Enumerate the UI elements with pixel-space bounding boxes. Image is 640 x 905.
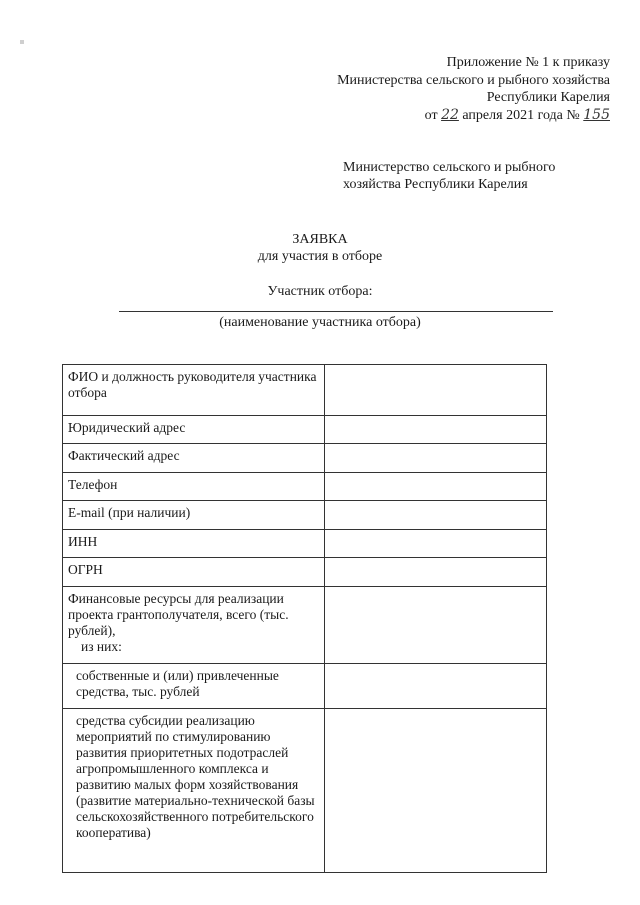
row-label xyxy=(63,587,325,664)
row-label: ФИО и должность руководителя участника отбора xyxy=(63,365,325,416)
table-row xyxy=(63,501,547,530)
row-value xyxy=(324,587,546,664)
document-title: ЗАЯВКА xyxy=(292,232,348,247)
participant-caption: (наименование участника отбора) xyxy=(219,315,421,330)
table-row xyxy=(63,365,547,416)
appendix-line-3: Республики Карелия xyxy=(486,90,610,105)
table-row xyxy=(63,587,547,664)
row-value xyxy=(324,365,546,416)
table-row xyxy=(63,444,547,473)
row-value xyxy=(324,473,546,501)
table-row xyxy=(63,530,547,558)
row-label: E-mail (при наличии) xyxy=(63,501,325,530)
row-label: ОГРН xyxy=(63,558,325,587)
handwritten-day: 22 xyxy=(441,106,459,123)
date-prefix: от xyxy=(424,107,438,123)
row-label: Юридический адрес xyxy=(63,416,325,444)
handwritten-order-number: 155 xyxy=(583,106,610,123)
date-rest: апреля 2021 года № xyxy=(462,107,580,123)
addressee xyxy=(343,159,555,193)
row-value xyxy=(324,444,546,473)
row-value xyxy=(324,501,546,530)
table-row xyxy=(63,664,547,709)
row-label: средства субсидии реализацию мероприятий по стимулированию развития приоритетных подотраслей агропромышленного комплекса и развитию малых форм хозяйствования (развитие материально-технической базы сельскохозяйственного потребительского кооператива) xyxy=(63,709,325,873)
table-row xyxy=(63,558,547,587)
appendix-line-1: Приложение № 1 к приказу xyxy=(446,55,610,70)
of-which-label: из них: xyxy=(81,639,122,654)
row-value xyxy=(324,558,546,587)
table-row xyxy=(63,416,547,444)
financial-resources-label: Финансовые ресурсы для реализации проекта грантополучателя, всего (тыс. рублей), xyxy=(68,591,289,638)
addressee-line-1: Министерство сельского и рыбного xyxy=(343,160,556,175)
row-value xyxy=(324,416,546,444)
table-row xyxy=(63,473,547,501)
participant-name-line xyxy=(119,311,553,312)
row-value xyxy=(324,709,546,873)
addressee-line-2: хозяйства Республики Карелия xyxy=(343,177,528,192)
row-label: ИНН xyxy=(63,530,325,558)
appendix-date-line xyxy=(337,107,610,125)
row-label: Телефон xyxy=(63,473,325,501)
appendix-header xyxy=(337,54,610,124)
participant-label: Участник отбора: xyxy=(267,284,373,299)
scan-speck xyxy=(20,40,24,44)
appendix-line-2: Министерства сельского и рыбного хозяйства xyxy=(337,72,610,88)
table-row xyxy=(63,709,547,873)
row-value xyxy=(324,664,546,709)
row-label: Фактический адрес xyxy=(63,444,325,473)
application-table xyxy=(62,364,547,873)
document-subtitle: для участия в отборе xyxy=(257,249,383,264)
row-value xyxy=(324,530,546,558)
row-label: собственные и (или) привлеченные средства, тыс. рублей xyxy=(63,664,325,709)
